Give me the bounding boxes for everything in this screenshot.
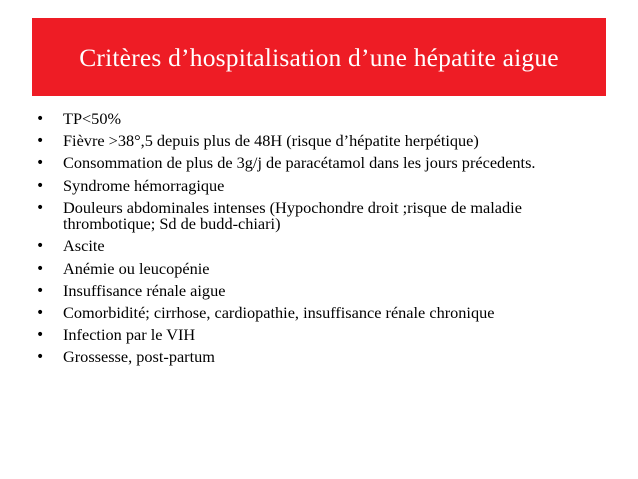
bullet-icon: •	[36, 155, 45, 172]
list-item	[36, 305, 606, 322]
criteria-list	[36, 111, 606, 372]
bullet-icon: •	[36, 327, 45, 344]
slide-title: Critères d’hospitalisation d’une hépatite aigue	[79, 43, 559, 72]
list-item-text: Syndrome hémorragique	[63, 175, 225, 195]
list-item-text: Comorbidité; cirrhose, cardiopathie, insuffisance rénale chronique	[63, 303, 495, 322]
list-item-text: Anémie ou leucopénie	[63, 258, 210, 278]
list-item	[36, 175, 606, 195]
bullet-icon: •	[36, 177, 45, 194]
bullet-icon: •	[36, 133, 45, 150]
list-item-text: Consommation de plus de 3g/j de paracétamol dans les jours précedents.	[63, 153, 536, 173]
list-item-text: Fièvre >38°,5 depuis plus de 48H (risque d’hépatite herpétique)	[63, 131, 479, 151]
bullet-icon: •	[36, 238, 45, 255]
list-item-text: Douleurs abdominales intenses (Hypochondre droit ;risque de maladie thrombotique; Sd de budd-chiari)	[63, 197, 522, 234]
list-item	[36, 327, 606, 344]
list-item-text: Infection par le VIH	[63, 325, 196, 345]
list-item-text: Grossesse, post-partum	[63, 347, 215, 367]
list-item-text: Ascite	[63, 236, 105, 256]
bullet-icon: •	[36, 305, 45, 321]
bullet-icon: •	[36, 282, 45, 299]
list-item	[36, 197, 606, 234]
list-item	[36, 238, 606, 255]
bullet-icon: •	[36, 199, 45, 216]
list-item	[36, 111, 606, 128]
list-item	[36, 258, 606, 278]
list-item	[36, 280, 606, 300]
title-banner	[32, 18, 606, 96]
list-item	[36, 349, 606, 366]
list-item-text: TP<50%	[63, 109, 122, 128]
bullet-icon: •	[36, 349, 45, 366]
list-item	[36, 133, 606, 150]
bullet-icon: •	[36, 111, 45, 127]
list-item	[36, 155, 606, 172]
bullet-icon: •	[36, 260, 45, 277]
list-item-text: Insuffisance rénale aigue	[63, 280, 226, 300]
